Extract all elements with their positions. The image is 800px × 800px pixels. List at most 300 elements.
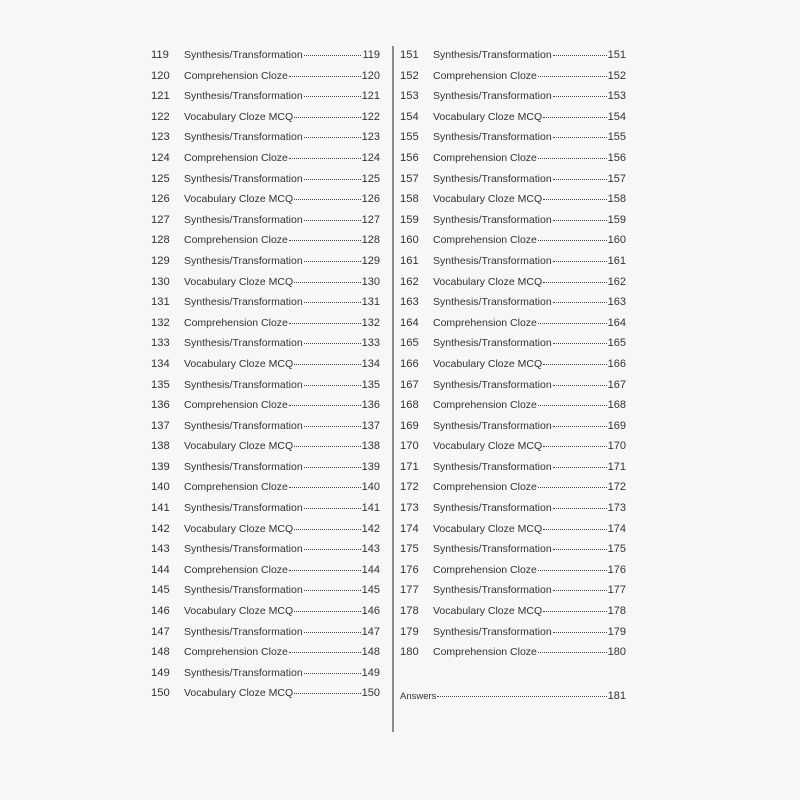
entry-page: 152 bbox=[607, 69, 626, 82]
entry-number: 135 bbox=[151, 378, 170, 391]
toc-entry[interactable] bbox=[151, 683, 380, 704]
entry-title: Comprehension Cloze bbox=[433, 316, 537, 329]
toc-entry[interactable] bbox=[151, 333, 380, 354]
entry-title: Synthesis/Transformation bbox=[184, 378, 303, 391]
entry-page: 141 bbox=[361, 502, 380, 515]
entry-number: 166 bbox=[400, 357, 419, 370]
dot-leader bbox=[538, 240, 607, 241]
entry-number: 124 bbox=[151, 151, 170, 164]
entry-number: 127 bbox=[151, 213, 170, 226]
entry-page: 125 bbox=[361, 172, 380, 185]
entry-page: 169 bbox=[607, 419, 626, 432]
entry-page: 151 bbox=[607, 49, 626, 61]
toc-entry[interactable] bbox=[400, 210, 626, 231]
entry-title: Comprehension Cloze bbox=[433, 481, 537, 494]
dot-leader bbox=[553, 179, 607, 180]
entry-title: Synthesis/Transformation bbox=[433, 337, 552, 350]
entry-title: Synthesis/Transformation bbox=[184, 172, 303, 185]
entry-page: 166 bbox=[607, 357, 626, 370]
entry-title: Synthesis/Transformation bbox=[184, 584, 303, 597]
toc-entry[interactable] bbox=[151, 498, 380, 519]
entry-title: Comprehension Cloze bbox=[433, 399, 537, 412]
toc-entry[interactable] bbox=[151, 45, 380, 66]
entry-page: 147 bbox=[361, 625, 380, 638]
toc-entry[interactable] bbox=[151, 416, 380, 437]
entry-page: 157 bbox=[607, 172, 626, 185]
entry-page: 143 bbox=[361, 543, 380, 556]
toc-entry[interactable] bbox=[400, 86, 626, 107]
dot-leader bbox=[304, 55, 362, 56]
entry-number: 147 bbox=[151, 625, 170, 638]
entry-page: 131 bbox=[361, 296, 380, 309]
toc-entry[interactable] bbox=[400, 642, 626, 663]
entry-number: 144 bbox=[151, 563, 170, 576]
entry-number: 139 bbox=[151, 460, 170, 473]
toc-entry[interactable] bbox=[151, 292, 380, 313]
toc-entry[interactable] bbox=[151, 519, 380, 540]
entry-title: Synthesis/Transformation bbox=[184, 213, 303, 226]
entry-number: 159 bbox=[400, 213, 419, 226]
dot-leader bbox=[304, 385, 361, 386]
entry-page: 128 bbox=[361, 234, 380, 247]
dot-leader bbox=[304, 96, 361, 97]
dot-leader bbox=[294, 446, 361, 447]
dot-leader bbox=[304, 632, 361, 633]
entry-title: Synthesis/Transformation bbox=[433, 131, 552, 144]
entry-title: Synthesis/Transformation bbox=[433, 378, 552, 391]
entry-title: Vocabulary Cloze MCQ bbox=[433, 193, 543, 206]
entry-title: Synthesis/Transformation bbox=[433, 543, 552, 556]
entry-number: 172 bbox=[400, 481, 419, 494]
entry-page: 180 bbox=[607, 646, 626, 659]
dot-leader bbox=[553, 549, 607, 550]
entry-number: 161 bbox=[400, 254, 419, 267]
entry-page: 156 bbox=[607, 151, 626, 164]
toc-entry[interactable] bbox=[400, 272, 626, 293]
dot-leader bbox=[553, 632, 607, 633]
toc-entry[interactable] bbox=[400, 375, 626, 396]
dot-leader bbox=[553, 467, 607, 468]
entry-page: 136 bbox=[361, 399, 380, 412]
toc-entry[interactable] bbox=[400, 148, 626, 169]
dot-leader bbox=[543, 364, 607, 365]
entry-page: 159 bbox=[607, 213, 626, 226]
dot-leader bbox=[304, 220, 361, 221]
toc-entry[interactable] bbox=[400, 622, 626, 643]
entry-title: Comprehension Cloze bbox=[184, 563, 288, 576]
toc-entry[interactable] bbox=[151, 189, 380, 210]
entry-number: 120 bbox=[151, 69, 170, 82]
entry-title: Vocabulary Cloze MCQ bbox=[433, 605, 543, 618]
entry-title: Comprehension Cloze bbox=[433, 151, 537, 164]
entry-title: Vocabulary Cloze MCQ bbox=[184, 522, 294, 535]
dot-leader bbox=[538, 158, 607, 159]
toc-entry[interactable] bbox=[400, 580, 626, 601]
toc-entry[interactable] bbox=[151, 539, 380, 560]
entry-number: 179 bbox=[400, 625, 419, 638]
entry-page: 149 bbox=[361, 666, 380, 679]
entry-number: 152 bbox=[400, 69, 419, 82]
entry-page: 177 bbox=[607, 584, 626, 597]
toc-entry[interactable] bbox=[151, 663, 380, 684]
toc-entry[interactable] bbox=[151, 230, 380, 251]
entry-page: 171 bbox=[607, 460, 626, 473]
entry-number: 163 bbox=[400, 296, 419, 309]
dot-leader bbox=[289, 158, 361, 159]
entry-number: 119 bbox=[151, 49, 169, 61]
entry-page: 174 bbox=[607, 522, 626, 535]
toc-entry[interactable] bbox=[151, 457, 380, 478]
entry-page: 158 bbox=[607, 193, 626, 206]
toc-entry[interactable] bbox=[400, 539, 626, 560]
entry-title: Synthesis/Transformation bbox=[184, 131, 303, 144]
entry-page: 122 bbox=[361, 110, 380, 123]
entry-number: 151 bbox=[400, 49, 419, 61]
dot-leader bbox=[294, 364, 361, 365]
entry-title: Vocabulary Cloze MCQ bbox=[184, 275, 294, 288]
toc-entry[interactable] bbox=[400, 66, 626, 87]
entry-title: Comprehension Cloze bbox=[184, 646, 288, 659]
entry-number: 133 bbox=[151, 337, 170, 350]
toc-entry[interactable] bbox=[400, 230, 626, 251]
dot-leader bbox=[304, 426, 361, 427]
entry-page: 123 bbox=[361, 131, 380, 144]
entry-number: 125 bbox=[151, 172, 170, 185]
dot-leader bbox=[294, 693, 361, 694]
entry-number: 134 bbox=[151, 357, 170, 370]
dot-leader bbox=[304, 673, 361, 674]
entry-number: 177 bbox=[400, 584, 419, 597]
dot-leader bbox=[553, 220, 607, 221]
entry-title: Synthesis/Transformation bbox=[184, 90, 303, 103]
dot-leader bbox=[553, 385, 607, 386]
entry-page: 178 bbox=[607, 605, 626, 618]
entry-number: 176 bbox=[400, 563, 419, 576]
dot-leader bbox=[304, 302, 361, 303]
dot-leader bbox=[543, 199, 607, 200]
entry-title: Synthesis/Transformation bbox=[433, 419, 552, 432]
entry-number: 142 bbox=[151, 522, 170, 535]
dot-leader bbox=[553, 426, 607, 427]
entry-number: 131 bbox=[151, 296, 170, 309]
toc-entry[interactable] bbox=[400, 416, 626, 437]
toc-entry[interactable] bbox=[151, 272, 380, 293]
entry-number: 130 bbox=[151, 275, 170, 288]
dot-leader bbox=[538, 405, 607, 406]
entry-number: 143 bbox=[151, 543, 170, 556]
dot-leader bbox=[294, 611, 361, 612]
entry-page: 129 bbox=[361, 254, 380, 267]
dot-leader bbox=[294, 282, 361, 283]
entry-page: 119 bbox=[362, 49, 380, 61]
entry-page: 150 bbox=[361, 687, 380, 700]
entry-number: 157 bbox=[400, 172, 419, 185]
entry-title: Synthesis/Transformation bbox=[184, 49, 303, 61]
toc-entry[interactable] bbox=[151, 251, 380, 272]
entry-page: 144 bbox=[361, 563, 380, 576]
toc-entry[interactable] bbox=[400, 292, 626, 313]
entry-title: Synthesis/Transformation bbox=[184, 419, 303, 432]
entry-title: Synthesis/Transformation bbox=[433, 49, 552, 61]
entry-title: Answers bbox=[400, 691, 437, 702]
entry-page: 138 bbox=[361, 440, 380, 453]
entry-number: 180 bbox=[400, 646, 419, 659]
toc-entry[interactable] bbox=[151, 622, 380, 643]
entry-number: 170 bbox=[400, 440, 419, 453]
entry-title: Vocabulary Cloze MCQ bbox=[184, 605, 294, 618]
entry-page: 163 bbox=[607, 296, 626, 309]
entry-number: 174 bbox=[400, 522, 419, 535]
toc-entry[interactable] bbox=[151, 169, 380, 190]
toc-entry[interactable] bbox=[400, 395, 626, 416]
toc-entry[interactable] bbox=[400, 519, 626, 540]
entry-page: 176 bbox=[607, 563, 626, 576]
entry-page: 133 bbox=[361, 337, 380, 350]
dot-leader bbox=[538, 323, 607, 324]
entry-title: Synthesis/Transformation bbox=[433, 213, 552, 226]
toc-entry[interactable] bbox=[400, 457, 626, 478]
toc-entry[interactable] bbox=[400, 601, 626, 622]
entry-page: 161 bbox=[607, 254, 626, 267]
entry-title: Comprehension Cloze bbox=[433, 646, 537, 659]
entry-page: 139 bbox=[361, 460, 380, 473]
entry-title: Vocabulary Cloze MCQ bbox=[184, 193, 294, 206]
entry-number: 175 bbox=[400, 543, 419, 556]
toc-entry[interactable] bbox=[400, 436, 626, 457]
toc-entry[interactable] bbox=[151, 148, 380, 169]
dot-leader bbox=[543, 611, 607, 612]
dot-leader bbox=[538, 487, 607, 488]
toc-entry[interactable] bbox=[151, 127, 380, 148]
answers-entry bbox=[400, 686, 626, 707]
dot-leader bbox=[289, 323, 361, 324]
entry-page: 148 bbox=[361, 646, 380, 659]
dot-leader bbox=[289, 240, 361, 241]
toc-entry[interactable] bbox=[400, 560, 626, 581]
entry-page: 154 bbox=[607, 110, 626, 123]
entry-number: 167 bbox=[400, 378, 419, 391]
entry-title: Comprehension Cloze bbox=[184, 399, 288, 412]
toc-entry[interactable] bbox=[400, 313, 626, 334]
entry-page: 153 bbox=[607, 90, 626, 103]
entry-page: 167 bbox=[607, 378, 626, 391]
toc-entry[interactable] bbox=[151, 395, 380, 416]
toc-entry[interactable] bbox=[400, 107, 626, 128]
toc-entry[interactable] bbox=[400, 333, 626, 354]
entry-title: Synthesis/Transformation bbox=[433, 502, 552, 515]
entry-number: 150 bbox=[151, 687, 170, 700]
toc-entry[interactable] bbox=[400, 498, 626, 519]
entry-number: 129 bbox=[151, 254, 170, 267]
entry-number: 121 bbox=[151, 90, 170, 103]
entry-number: 148 bbox=[151, 646, 170, 659]
entry-number: 132 bbox=[151, 316, 170, 329]
entry-number: 155 bbox=[400, 131, 419, 144]
entry-title: Synthesis/Transformation bbox=[184, 296, 303, 309]
entry-title: Vocabulary Cloze MCQ bbox=[184, 440, 294, 453]
toc-entry[interactable] bbox=[151, 580, 380, 601]
entry-title: Vocabulary Cloze MCQ bbox=[184, 357, 294, 370]
entry-page: 130 bbox=[361, 275, 380, 288]
dot-leader bbox=[543, 117, 607, 118]
toc-entry[interactable] bbox=[151, 601, 380, 622]
dot-leader bbox=[553, 137, 607, 138]
toc-entry[interactable] bbox=[400, 127, 626, 148]
entry-page: 173 bbox=[607, 502, 626, 515]
entry-number: 126 bbox=[151, 193, 170, 206]
toc-entry[interactable] bbox=[151, 107, 380, 128]
toc-entry[interactable] bbox=[400, 477, 626, 498]
toc-entry[interactable] bbox=[151, 354, 380, 375]
dot-leader bbox=[538, 652, 607, 653]
entry-page: 162 bbox=[607, 275, 626, 288]
entry-title: Synthesis/Transformation bbox=[433, 584, 552, 597]
entry-number: 136 bbox=[151, 399, 170, 412]
entry-number: 137 bbox=[151, 419, 170, 432]
entry-title: Comprehension Cloze bbox=[184, 481, 288, 494]
entry-page: 127 bbox=[361, 213, 380, 226]
dot-leader bbox=[304, 343, 361, 344]
entry-number: 145 bbox=[151, 584, 170, 597]
entry-page: 134 bbox=[361, 357, 380, 370]
dot-leader bbox=[304, 590, 361, 591]
entry-number: 122 bbox=[151, 110, 170, 123]
entry-page: 175 bbox=[607, 543, 626, 556]
entry-title: Synthesis/Transformation bbox=[184, 625, 303, 638]
dot-leader bbox=[553, 261, 607, 262]
entry-number: 168 bbox=[400, 399, 419, 412]
entry-number: 138 bbox=[151, 440, 170, 453]
toc-entry[interactable] bbox=[400, 189, 626, 210]
entry-number: 158 bbox=[400, 193, 419, 206]
entry-number: 169 bbox=[400, 419, 419, 432]
entry-number: 165 bbox=[400, 337, 419, 350]
entry-page: 172 bbox=[607, 481, 626, 494]
entry-number: 140 bbox=[151, 481, 170, 494]
entry-number: 149 bbox=[151, 666, 170, 679]
dot-leader bbox=[553, 590, 607, 591]
entry-number: 154 bbox=[400, 110, 419, 123]
toc-entry[interactable] bbox=[400, 251, 626, 272]
entry-number: 141 bbox=[151, 502, 170, 515]
entry-title: Synthesis/Transformation bbox=[433, 625, 552, 638]
entry-title: Synthesis/Transformation bbox=[184, 502, 303, 515]
dot-leader bbox=[304, 508, 361, 509]
entry-title: Comprehension Cloze bbox=[184, 151, 288, 164]
toc-entry[interactable] bbox=[400, 169, 626, 190]
dot-leader bbox=[553, 302, 607, 303]
dot-leader bbox=[538, 76, 607, 77]
entry-page: 181 bbox=[607, 690, 626, 702]
dot-leader bbox=[553, 343, 607, 344]
entry-title: Synthesis/Transformation bbox=[184, 543, 303, 556]
entry-title: Comprehension Cloze bbox=[433, 234, 537, 247]
entry-title: Comprehension Cloze bbox=[433, 69, 537, 82]
entry-page: 126 bbox=[361, 193, 380, 206]
entry-number: 128 bbox=[151, 234, 170, 247]
entry-title: Comprehension Cloze bbox=[184, 69, 288, 82]
dot-leader bbox=[304, 179, 361, 180]
entry-page: 168 bbox=[607, 399, 626, 412]
entry-title: Vocabulary Cloze MCQ bbox=[433, 522, 543, 535]
entry-number: 171 bbox=[400, 460, 419, 473]
entry-number: 160 bbox=[400, 234, 419, 247]
toc-entry[interactable] bbox=[151, 477, 380, 498]
dot-leader bbox=[289, 652, 361, 653]
dot-leader bbox=[304, 549, 361, 550]
toc-entry[interactable] bbox=[151, 313, 380, 334]
entry-title: Synthesis/Transformation bbox=[184, 666, 303, 679]
dot-leader bbox=[294, 529, 361, 530]
entry-page: 132 bbox=[361, 316, 380, 329]
entry-title: Synthesis/Transformation bbox=[433, 254, 552, 267]
dot-leader bbox=[294, 199, 361, 200]
entry-page: 146 bbox=[361, 605, 380, 618]
entry-page: 137 bbox=[361, 419, 380, 432]
dot-leader bbox=[304, 137, 361, 138]
entry-title: Comprehension Cloze bbox=[184, 316, 288, 329]
dot-leader bbox=[304, 467, 361, 468]
entry-page: 164 bbox=[607, 316, 626, 329]
entry-title: Synthesis/Transformation bbox=[433, 172, 552, 185]
entry-title: Comprehension Cloze bbox=[433, 563, 537, 576]
toc-entry[interactable] bbox=[400, 354, 626, 375]
entry-page: 124 bbox=[361, 151, 380, 164]
entry-title: Vocabulary Cloze MCQ bbox=[184, 110, 294, 123]
entry-title: Vocabulary Cloze MCQ bbox=[433, 275, 543, 288]
entry-title: Synthesis/Transformation bbox=[184, 460, 303, 473]
entry-title: Vocabulary Cloze MCQ bbox=[433, 357, 543, 370]
entry-title: Synthesis/Transformation bbox=[184, 337, 303, 350]
dot-leader bbox=[437, 696, 606, 697]
toc-entry[interactable] bbox=[151, 642, 380, 663]
dot-leader bbox=[289, 76, 361, 77]
entry-title: Vocabulary Cloze MCQ bbox=[184, 687, 294, 700]
entry-title: Comprehension Cloze bbox=[184, 234, 288, 247]
entry-page: 121 bbox=[361, 90, 380, 103]
dot-leader bbox=[289, 570, 361, 571]
entry-number: 164 bbox=[400, 316, 419, 329]
dot-leader bbox=[304, 261, 361, 262]
toc-entry[interactable] bbox=[151, 86, 380, 107]
entry-title: Synthesis/Transformation bbox=[433, 460, 552, 473]
entry-title: Synthesis/Transformation bbox=[184, 254, 303, 267]
entry-page: 155 bbox=[607, 131, 626, 144]
dot-leader bbox=[553, 55, 607, 56]
dot-leader bbox=[553, 96, 607, 97]
entry-page: 140 bbox=[361, 481, 380, 494]
toc-entry[interactable] bbox=[151, 436, 380, 457]
toc-entry[interactable] bbox=[151, 560, 380, 581]
entry-page: 135 bbox=[361, 378, 380, 391]
entry-title: Synthesis/Transformation bbox=[433, 296, 552, 309]
column-divider bbox=[392, 46, 394, 732]
toc-entry[interactable] bbox=[400, 45, 626, 66]
entry-page: 160 bbox=[607, 234, 626, 247]
entry-page: 142 bbox=[361, 522, 380, 535]
toc-entry-answers[interactable] bbox=[400, 686, 626, 707]
toc-entry[interactable] bbox=[151, 375, 380, 396]
toc-column-left bbox=[151, 45, 380, 704]
toc-column-right bbox=[400, 45, 626, 663]
toc-entry[interactable] bbox=[151, 210, 380, 231]
entry-title: Vocabulary Cloze MCQ bbox=[433, 440, 543, 453]
dot-leader bbox=[294, 117, 361, 118]
toc-entry[interactable] bbox=[151, 66, 380, 87]
entry-page: 179 bbox=[607, 625, 626, 638]
entry-number: 162 bbox=[400, 275, 419, 288]
entry-number: 178 bbox=[400, 605, 419, 618]
